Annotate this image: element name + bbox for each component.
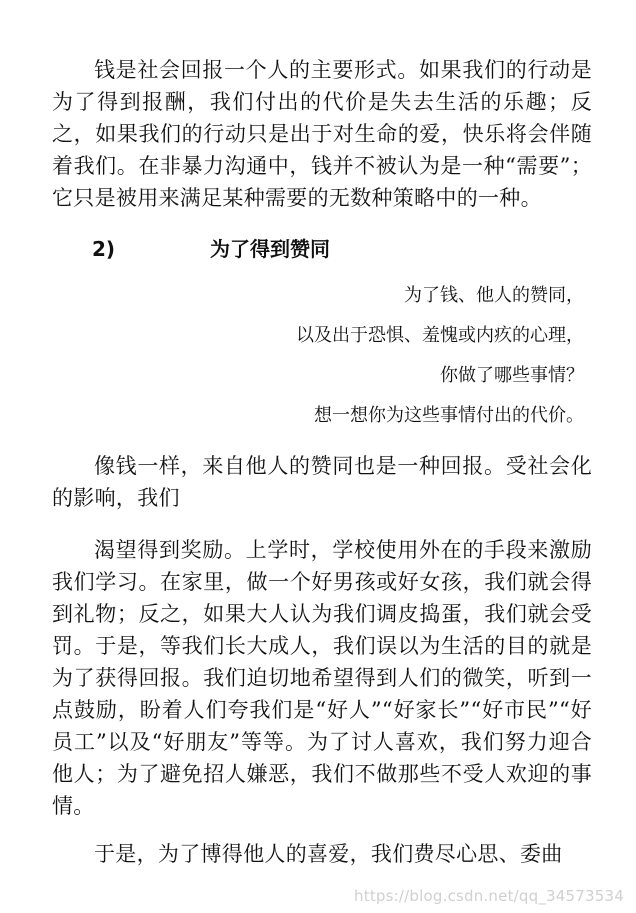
- quote-block: [52, 276, 592, 436]
- watermark: https://blog.csdn.net/qq_34573534: [354, 887, 624, 905]
- quote-line: 想一想你为这些事情付出的代价。: [314, 405, 584, 426]
- quote-line: 以及出于恐惧、羞愧或内疚的心理，: [296, 325, 584, 346]
- paragraph-rewards: 渴望得到奖励。上学时，学校使用外在的手段来激励我们学习。在家里，做一个好男孩或好女孩，我们就会得到礼物；反之，如果大人认为我们调皮捣蛋，我们就会受罚。于是，等我们长大成人，我们误以为生活的目的就是为了获得回报。我们迫切地希望得到人们的微笑，听到一点鼓励，盼着人们夸我们是“好人”“好家长”“好市民”“好员工”以及“好朋友”等等。为了讨人喜欢，我们努力迎合他人；为了避免招人嫌恶，我们不做那些不受人欢迎的事情。: [52, 538, 592, 818]
- paragraph-approval-intro: 像钱一样，来自他人的赞同也是一种回报。受社会化的影响，我们: [52, 454, 592, 510]
- quote-line: 为了钱、他人的赞同，: [404, 285, 584, 306]
- section-heading: [52, 234, 592, 264]
- quote-line: 你做了哪些事情？: [440, 365, 584, 386]
- section-number: 2): [92, 237, 116, 261]
- paragraph-pleasing: 于是，为了博得他人的喜爱，我们费尽心思、委曲: [94, 842, 563, 866]
- paragraph-money: 钱是社会回报一个人的主要形式。如果我们的行动是为了得到报酬，我们付出的代价是失去生活的乐趣；反之，如果我们的行动只是出于对生命的爱，快乐将会伴随着我们。在非暴力沟通中，钱并不被认为是一种“需要”；它只是被用来满足某种需要的无数种策略中的一种。: [52, 58, 592, 210]
- section-title: 为了得到赞同: [210, 237, 330, 261]
- document-page: [52, 54, 592, 870]
